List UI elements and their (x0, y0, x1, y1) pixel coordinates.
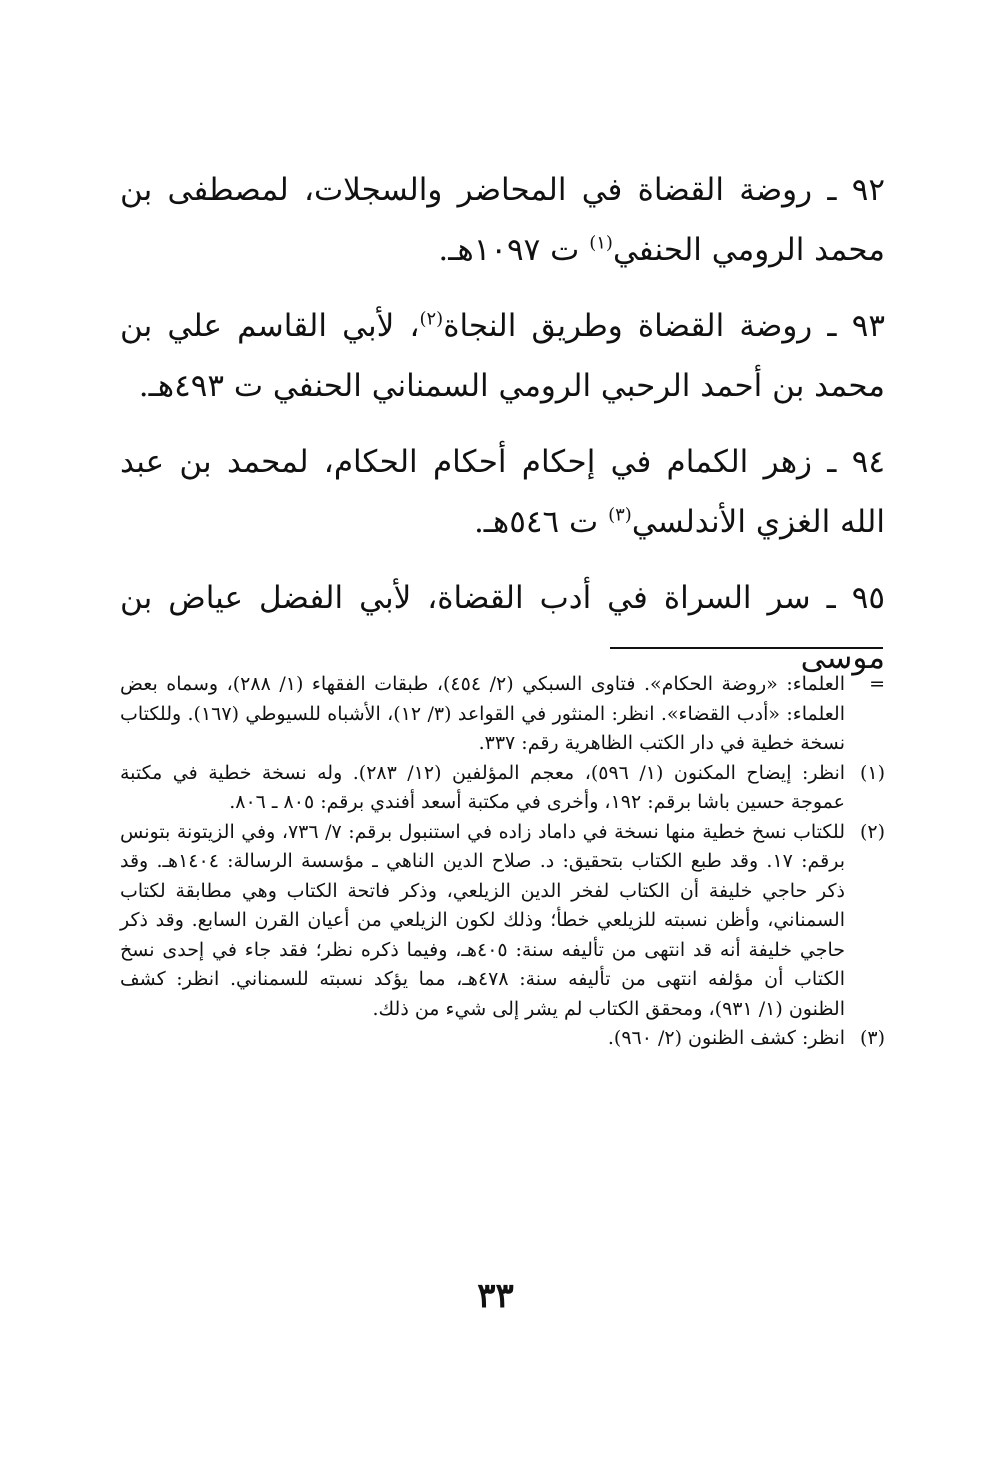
footnote-text: انظر: كشف الظنون (٢/ ٩٦٠). (607, 1027, 845, 1049)
entry-text-tail: ت ٥٤٦هـ. (473, 504, 609, 540)
entry-93 (120, 296, 885, 416)
footnote-ref: (٢) (419, 308, 444, 330)
footnote-number: (١) (859, 761, 885, 784)
entry-92 (120, 160, 885, 280)
page-number: ٣٣ (477, 1276, 514, 1316)
footnote-1 (120, 759, 885, 818)
main-text (120, 160, 885, 688)
footnote-number: (٢) (859, 820, 885, 843)
footnotes (120, 670, 885, 1054)
entry-text-tail: ت ١٠٩٧هـ. (438, 232, 590, 268)
footnote-text: للكتاب نسخ خطية منها نسخة في داماد زاده في استنبول برقم: ٧/ ٧٣٦، وفي الزيتونة بتونس برقم: ١٧. وقد طبع الكتاب بتحقيق: د. صلاح الدين الناهي ـ مؤسسة الرسالة: ١٤٠٤هـ. وقد ذكر حاجي خليفة أن الكتاب لفخر الدين الزيلعي، وذكر فاتحة الكتاب وهي مطابقة لكتاب السمناني، وأظن نسبته للزيلعي خطأ؛ وذلك لكون الزيلعي من أعيان القرن السابع. وقد ذكر حاجي خليفة أنه قد انتهى من تأليفه سنة: ٤٠٥هـ، وفيما ذكره نظر؛ فقد جاء في إحدى نسخ الكتاب أن مؤلفه انتهى من تأليفه سنة: ٤٧٨هـ، مما يؤكد نسبته للسمناني. انظر: كشف الظنون (١/ ٩٣١)، ومحقق الكتاب لم يشر إلى شيء من ذلك. (120, 820, 846, 1020)
footnote-3 (120, 1024, 885, 1054)
entry-text-tail: ، لأبي القاسم علي بن محمد بن أحمد الرحبي الرومي السمناني الحنفي ت ٤٩٣هـ. (120, 308, 885, 404)
footnote-ref: (٣) (608, 504, 632, 526)
footnote-number: (٣) (859, 1027, 885, 1049)
footnote-text: انظر: إيضاح المكنون (١/ ٥٩٦)، معجم المؤلفين (١٢/ ٢٨٣). وله نسخة خطية في مكتبة عموجة حسين باشا برقم: ١٩٢، وأخرى في مكتبة أسعد أفندي برقم: ٨٠٥ ـ ٨٠٦. (120, 761, 846, 813)
entry-text: ٩٤ ـ زهر الكمام في إحكام أحكام الحكام، لمحمد بن عبد الله الغزي الأندلسي (120, 444, 885, 540)
footnote-continuation (120, 670, 885, 759)
entry-text: ٩٢ ـ روضة القضاة في المحاضر والسجلات، لمصطفى بن محمد الرومي الحنفي (120, 172, 885, 268)
footnote-separator (610, 647, 883, 649)
footnote-2 (120, 818, 885, 1025)
footnote-text: العلماء: «روضة الحكام». فتاوى السبكي (٢/ ٤٥٤)، طبقات الفقهاء (١/ ٢٨٨)، وسماه بعض العلماء: «أدب القضاء». انظر: المنثور في القواعد (٣/ ١٢)، الأشباه للسيوطي (١٦٧). وللكتاب نسخة خطية في دار الكتب الظاهرية رقم: ٣٣٧. (120, 673, 845, 754)
entry-text: ٩٥ ـ سر السراة في أدب القضاة، لأبي الفضل عياض بن موسى (120, 580, 885, 676)
entry-94 (120, 432, 885, 552)
footnote-number: = (869, 673, 885, 695)
entry-text: ٩٣ ـ روضة القضاة وطريق النجاة (443, 308, 885, 344)
footnote-ref: (١) (589, 232, 613, 254)
